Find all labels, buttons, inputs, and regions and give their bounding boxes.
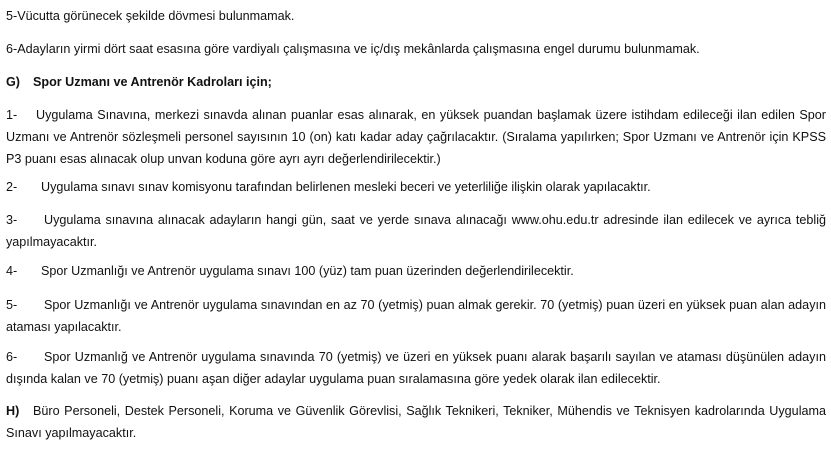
numbered-item-2	[6, 176, 826, 198]
paragraph-item-5	[6, 5, 826, 27]
item-number: 4-	[6, 264, 18, 278]
paragraph-text: 5-Vücutta görünecek şekilde dövmesi bulunmamak.	[6, 9, 295, 23]
numbered-item-1	[6, 104, 826, 170]
item-number: 1-	[6, 108, 18, 122]
numbered-item-5	[6, 294, 826, 338]
paragraph-item-6	[6, 38, 826, 60]
item-text: Spor Uzmanlığı ve Antrenör uygulama sınavı 100 (yüz) tam puan üzerinden değerlendirilecektir.	[41, 264, 574, 278]
paragraph-text: 6-Adayların yirmi dört saat esasına göre vardiyalı çalışmasına ve iç/dış mekânlarda çalışmasına engel durumu bulunmamak.	[6, 42, 700, 56]
numbered-item-3	[6, 209, 826, 253]
item-number: 5-	[6, 298, 18, 312]
section-h	[6, 400, 826, 444]
numbered-item-4	[6, 260, 826, 282]
item-text: Uygulama sınavına alınacak adayların hangi gün, saat ve yerde sınava alınacağı www.ohu.edu.tr adresinde ilan edilecek ve ayrıca tebliğ yapılmayacaktır.	[6, 213, 826, 249]
section-label: H)	[6, 404, 20, 418]
section-title: Spor Uzmanı ve Antrenör Kadroları için;	[33, 75, 272, 89]
item-text: Uygulama Sınavına, merkezi sınavda alınan puanlar esas alınarak, en yüksek puandan başlamak üzere istihdam edileceği ilan edilen Spor Uzmanı ve Antrenör sözleşmeli personel sayısının 10 (on) katı kadar aday çağrılacaktır. (Sıralama yapılırken; Spor Uzmanı ve Antrenör için KPSS P3 puanı esas alınacak olup unvan koduna göre ayrı ayrı değerlendirilecektir.)	[6, 108, 826, 166]
item-number: 6-	[6, 350, 18, 364]
item-number: 2-	[6, 180, 18, 194]
numbered-item-6	[6, 346, 826, 390]
section-text: Büro Personeli, Destek Personeli, Koruma ve Güvenlik Görevlisi, Sağlık Teknikeri, Tekniker, Mühendis ve Teknisyen kadrolarında Uygulama Sınavı yapılmayacaktır.	[6, 404, 826, 440]
section-heading-g	[6, 71, 826, 93]
item-number: 3-	[6, 213, 18, 227]
item-text: Spor Uzmanlığı ve Antrenör uygulama sınavından en az 70 (yetmiş) puan almak gerekir. 70 (yetmiş) puan üzeri en yüksek puan alan adayın ataması yapılacaktır.	[6, 298, 826, 334]
section-label: G)	[6, 75, 20, 89]
item-text: Uygulama sınavı sınav komisyonu tarafından belirlenen mesleki beceri ve yeterliliğe ilişkin olarak yapılacaktır.	[41, 180, 651, 194]
item-text: Spor Uzmanlığ ve Antrenör uygulama sınavında 70 (yetmiş) ve üzeri en yüksek puanı alarak başarılı sayılan ve ataması düşünülen adayın dışında kalan ve 70 (yetmiş) puanı aşan diğer adaylar uygulama puan sıralamasına göre yedek olarak ilan edilecektir.	[6, 350, 826, 386]
